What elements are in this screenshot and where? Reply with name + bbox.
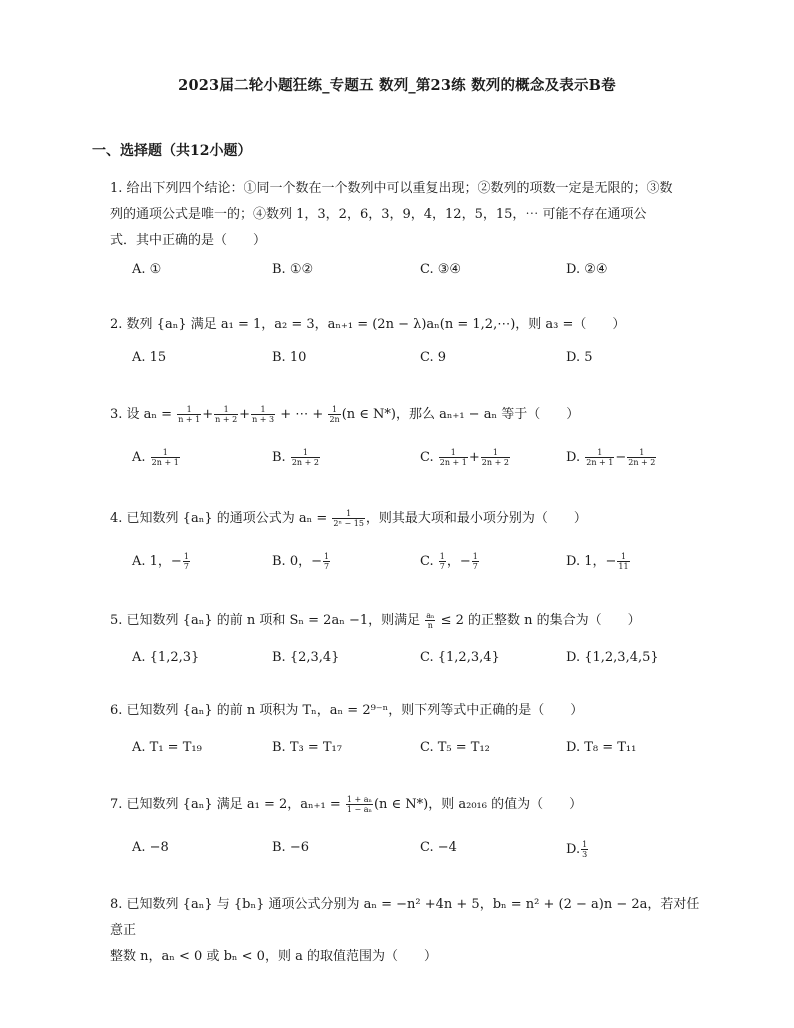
question-1-line: 列的通项公式是唯一的；④数列 1，3，2，6，3，9，4，12，5，15，⋯ 可能不存在通项公: [110, 207, 647, 222]
denominator: n + 2: [215, 415, 238, 424]
question-6-line: 6. 已知数列 {aₙ} 的前 n 项积为 Tₙ，aₙ = 2⁹⁻ⁿ，则下列等式中正确的是（ ）: [110, 703, 584, 718]
numerator: 1: [183, 552, 189, 561]
option-separator: ，−: [446, 554, 471, 569]
question-5-stem-suffix: ≤ 2 的正整数 n 的集合为（ ）: [436, 613, 641, 628]
fraction: [425, 611, 435, 630]
question-8-line: 整数 n，aₙ < 0 或 bₙ < 0，则 a 的取值范围为（ ）: [110, 949, 437, 964]
option-c[interactable]: [420, 550, 480, 571]
option-label: B.: [272, 450, 286, 465]
fraction: [585, 448, 614, 467]
option-c[interactable]: C. −4: [420, 840, 457, 855]
option-label: C.: [420, 554, 434, 569]
option-b[interactable]: B. {2,3,4}: [272, 650, 340, 665]
question-4: [110, 506, 710, 532]
numerator: 1: [323, 552, 330, 561]
denominator: 2n + 1: [586, 458, 614, 467]
option-d[interactable]: [566, 840, 589, 859]
denominator: 7: [183, 562, 189, 571]
denominator: 11: [618, 562, 629, 571]
fraction: [323, 552, 330, 571]
denominator: 7: [323, 562, 330, 571]
option-a[interactable]: A. ①: [132, 262, 162, 277]
denominator: 2n + 1: [439, 458, 467, 467]
option-b[interactable]: B. T₃ = T₁₇: [272, 740, 342, 755]
denominator: 7: [472, 562, 478, 571]
question-1-line: 1. 给出下列四个结论：①同一个数在一个数列中可以重复出现；②数列的项数一定是无限的；③数: [110, 181, 673, 196]
question-7-stem-suffix: (n ∈ N*)，则 a₂₀₁₆ 的值为（ ）: [373, 797, 583, 812]
question-2: [110, 312, 710, 338]
option-b[interactable]: B. −6: [272, 840, 309, 855]
denominator: 7: [439, 562, 445, 571]
fraction: [481, 448, 510, 467]
option-label: D. 1，−: [566, 554, 617, 569]
document-title: 2023届二轮小题狂练_专题五 数列_第23练 数列的概念及表示B卷: [178, 77, 616, 94]
option-d[interactable]: D. 5: [566, 350, 593, 365]
numerator: 1: [582, 840, 588, 849]
fraction: [472, 552, 479, 571]
fraction: [177, 405, 201, 424]
option-label: D.: [566, 842, 581, 857]
option-b[interactable]: B. 10: [272, 350, 307, 365]
question-1: [110, 176, 710, 254]
option-a[interactable]: A. T₁ = T₁₉: [132, 740, 202, 755]
numerator: 1: [291, 448, 320, 458]
option-b[interactable]: B. ①②: [272, 262, 314, 277]
numerator: 1 + aₙ: [346, 795, 372, 804]
numerator: aₙ: [426, 611, 435, 620]
question-4-stem-prefix: 4. 已知数列 {aₙ} 的通项公式为 aₙ =: [110, 511, 332, 526]
option-a[interactable]: A. 15: [132, 350, 167, 365]
denominator: 2n + 2: [291, 458, 319, 467]
option-d[interactable]: D. ②④: [566, 262, 608, 277]
option-label: A. 1，−: [132, 554, 182, 569]
question-3-stem-prefix: 3. 设 aₙ =: [110, 407, 177, 422]
question-1-options: [132, 262, 692, 286]
numerator: 1: [439, 552, 445, 561]
denominator: 1 − aₙ: [346, 805, 372, 814]
question-3-stem-ellipsis: + ⋯ +: [276, 407, 328, 422]
option-c[interactable]: C. 9: [420, 350, 447, 365]
option-d[interactable]: [566, 550, 631, 571]
option-d[interactable]: [566, 448, 657, 467]
option-a[interactable]: A. −8: [132, 840, 169, 855]
fraction: [214, 405, 238, 424]
question-2-line: 2. 数列 {aₙ} 满足 a₁ = 1，a₂ = 3，aₙ₊₁ = (2n − λ)aₙ(n = 1,2,⋯)，则 a₃ =（ ）: [110, 317, 626, 332]
numerator: 1: [332, 509, 365, 519]
question-4-options: [132, 550, 692, 574]
denominator: n + 1: [178, 415, 201, 424]
question-2-options: [132, 350, 692, 374]
fraction: [251, 405, 275, 424]
denominator: 2n + 1: [151, 458, 179, 467]
numerator: 1: [439, 448, 468, 458]
question-4-stem-suffix: ，则其最大项和最小项分别为（ ）: [365, 511, 587, 526]
question-5: [110, 608, 710, 634]
numerator: 1: [627, 448, 656, 458]
option-label: D.: [566, 450, 581, 465]
fraction: [439, 448, 468, 467]
option-label: A.: [132, 450, 146, 465]
numerator: 1: [481, 448, 510, 458]
section-heading: 一、选择题（共12小题）: [92, 143, 252, 159]
question-7-stem-prefix: 7. 已知数列 {aₙ} 满足 a₁ = 2，aₙ₊₁ =: [110, 797, 345, 812]
option-c[interactable]: C. ③④: [420, 262, 462, 277]
numerator: 1: [617, 552, 629, 562]
question-8: [110, 892, 710, 970]
numerator: 1: [177, 405, 201, 415]
question-3: 3. 设 aₙ = $\frac{1}{n + 1}$ + $\frac{1}{n + 2}$ + $\frac{1}{n + 3}$ + ⋯ + $\frac{1}{2n}$ (n ∈ N*)，那么 aₙ₊₁ − aₙ 等于（ ）: [110, 405, 580, 424]
question-3-options: [132, 448, 692, 472]
denominator: 2ⁿ − 15: [333, 519, 364, 528]
option-a[interactable]: [132, 550, 191, 571]
option-c[interactable]: [420, 448, 511, 467]
option-d[interactable]: D. {1,2,3,4,5}: [566, 650, 659, 665]
option-b[interactable]: [272, 448, 321, 467]
numerator: 1: [151, 448, 180, 458]
denominator: 2n + 2: [481, 458, 509, 467]
option-c[interactable]: C. T₅ = T₁₂: [420, 740, 490, 755]
question-8-line: 8. 已知数列 {aₙ} 与 {bₙ} 通项公式分别为 aₙ = −n² +4n + 5，bₙ = n² + (2 − a)n − 2a，若对任意正: [110, 897, 700, 938]
question-3-stem-suffix: (n ∈ N*)，那么 aₙ₊₁ − aₙ 等于（ ）: [341, 407, 580, 422]
numerator: 1: [472, 552, 478, 561]
denominator: n: [427, 621, 433, 630]
fraction: [617, 552, 629, 571]
operator: −: [615, 450, 627, 465]
option-b[interactable]: [272, 550, 331, 571]
option-a[interactable]: A. {1,2,3}: [132, 650, 200, 665]
fraction: [346, 795, 373, 814]
question-5-stem-prefix: 5. 已知数列 {aₙ} 的前 n 项和 Sₙ = 2aₙ −1，则满足: [110, 613, 425, 628]
question-7: [110, 792, 710, 818]
option-a[interactable]: [132, 448, 181, 467]
denominator: n + 3: [252, 415, 275, 424]
fraction: [332, 509, 365, 528]
fraction: [151, 448, 180, 467]
fraction: [291, 448, 320, 467]
denominator: 2n: [329, 415, 340, 424]
numerator: 1: [214, 405, 238, 415]
denominator: 2n + 2: [628, 458, 656, 467]
numerator: 1: [251, 405, 275, 415]
option-label: B. 0，−: [272, 554, 322, 569]
fraction: [439, 552, 446, 571]
option-c[interactable]: C. {1,2,3,4}: [420, 650, 500, 665]
numerator: 1: [585, 448, 614, 458]
question-6-options: [132, 740, 692, 764]
question-5-options: [132, 650, 692, 674]
option-d[interactable]: D. T₈ = T₁₁: [566, 740, 637, 755]
fraction: [183, 552, 190, 571]
fraction: [627, 448, 656, 467]
fraction: [328, 405, 340, 424]
question-7-options: [132, 840, 692, 864]
fraction: [581, 840, 588, 859]
question-6: [110, 698, 710, 724]
option-label: C.: [420, 450, 434, 465]
question-1-line: 式．其中正确的是（ ）: [110, 233, 267, 248]
numerator: 1: [328, 405, 340, 415]
operator: +: [468, 450, 480, 465]
denominator: 3: [582, 850, 588, 859]
